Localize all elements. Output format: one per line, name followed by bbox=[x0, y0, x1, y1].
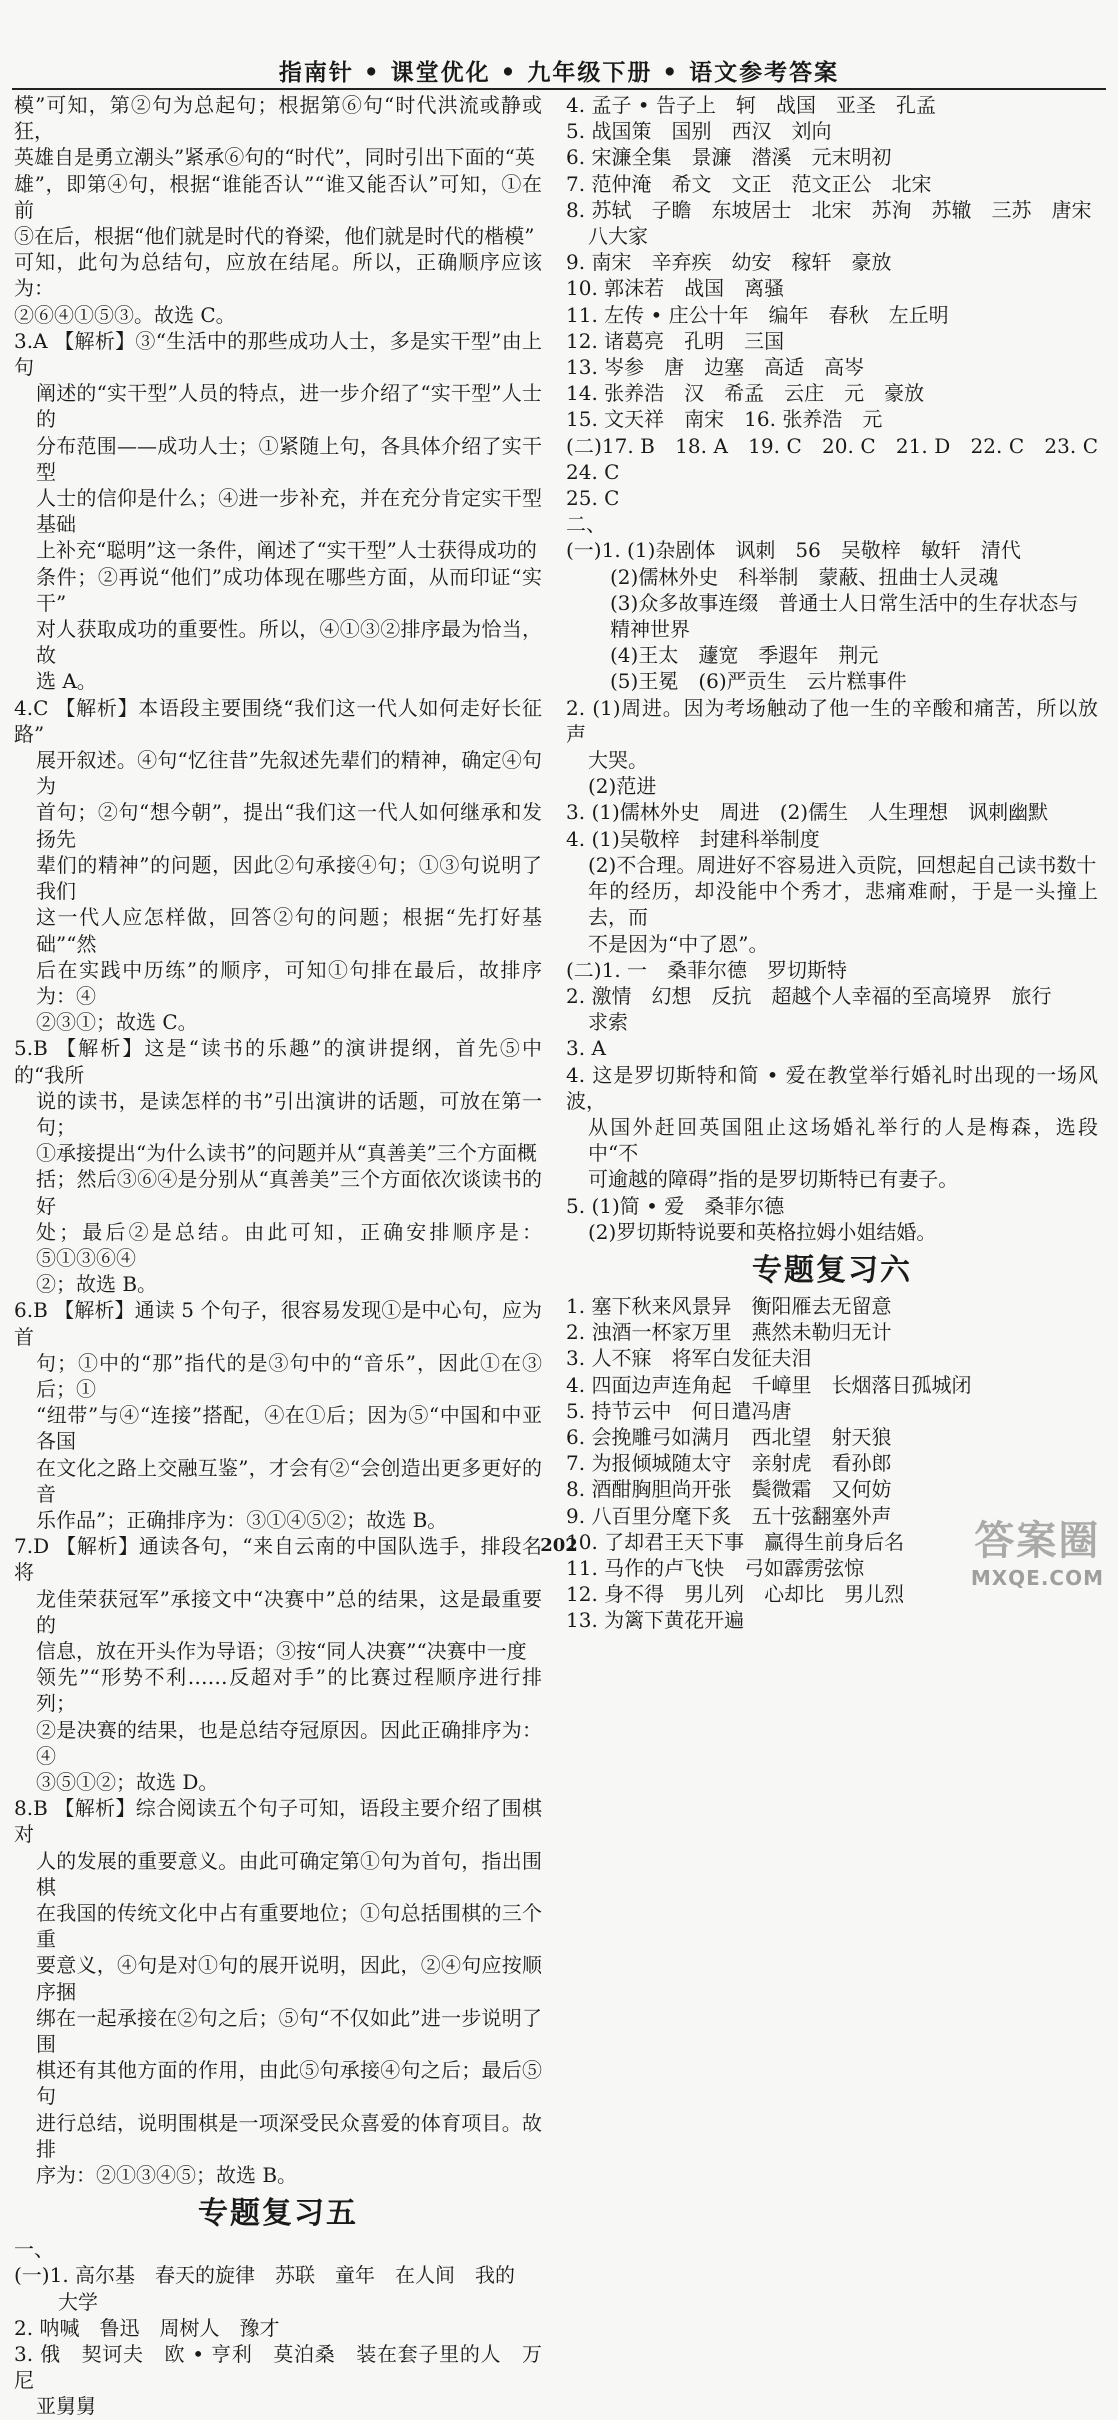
text-line: 后在实践中历练”的顺序，可知①句排在最后，故排序为：④ bbox=[36, 957, 542, 1008]
text-line: 6. 会挽雕弓如满月 西北望 射天狼 bbox=[566, 1424, 892, 1449]
watermark bbox=[971, 1509, 1104, 1590]
text-line: (二)1. 一 桑菲尔德 罗切斯特 bbox=[566, 957, 848, 982]
answer-8 bbox=[14, 1795, 542, 2188]
text-line: 处；最后②是总结。由此可知，正确安排顺序是：⑤①③⑥④ bbox=[36, 1219, 542, 1270]
text-line: 求索 bbox=[588, 1010, 628, 1035]
text-line: 要意义，④句是对①句的展开说明，因此，②④句应按顺序捆 bbox=[36, 1953, 542, 2004]
answer-6 bbox=[14, 1297, 542, 1533]
text-line: 3. 俄 契诃夫 欧 • 亨利 莫泊桑 装在套子里的人 万尼 bbox=[14, 2342, 542, 2393]
section-title: 专题复习五 bbox=[198, 2196, 358, 2232]
text-line: 分布范围——成功人士；①紧随上句，各具体介绍了实干型 bbox=[36, 433, 542, 484]
text-line: 7. 为报倾城随太守 亲射虎 看孙郎 bbox=[566, 1451, 892, 1476]
text-line: “纽带”与④“连接”搭配，④在①后；因为⑤“中国和中亚各国 bbox=[36, 1403, 542, 1454]
section-title: 专题复习六 bbox=[752, 1252, 912, 1288]
text-line: 选 A。 bbox=[36, 669, 97, 694]
watermark-logo: 答案圈 bbox=[974, 1518, 1101, 1564]
text-line: (2)罗切斯特说要和英格拉姆小姐结婚。 bbox=[588, 1219, 937, 1244]
text-line: 领先”“形势不利……反超对手”的比赛过程顺序进行排列； bbox=[36, 1665, 542, 1716]
text-line: (2)范进 bbox=[588, 774, 657, 799]
text-line: 2. (1)周进。因为考场触动了他一生的辛酸和痛苦，所以放声 bbox=[566, 695, 1098, 746]
left-column bbox=[14, 92, 542, 2420]
text-line: 可知，此句为总结句，应放在结尾。所以，正确顺序应该为： bbox=[14, 250, 542, 301]
text-line: 英雄自是勇立潮头”紧承⑥句的“时代”，同时引出下面的“英 bbox=[14, 145, 535, 170]
text-line: 10. 了却君王天下事 赢得生前身后名 bbox=[566, 1529, 905, 1554]
text-line: 3. A bbox=[566, 1036, 606, 1061]
watermark-url: MXQE.COM bbox=[970, 1566, 1104, 1590]
right-column bbox=[566, 92, 1118, 1634]
text-line: (一)1. 高尔基 春天的旋律 苏联 童年 在人间 我的 bbox=[14, 2263, 516, 2288]
text-line: 二、 bbox=[566, 512, 606, 537]
text-line: ③⑤①②；故选 D。 bbox=[36, 1770, 219, 1794]
text-line: 上补充“聪明”这一条件，阐述了“实干型”人士获得成功的 bbox=[36, 538, 537, 563]
text-line: 说的读书，是读怎样的书”引出演讲的话题，可放在第一句； bbox=[36, 1088, 542, 1139]
text-line: 雄”，即第④句，根据“谁能否认”“谁又能否认”可知，①在前 bbox=[14, 171, 542, 222]
text-line: 4. 四面边声连角起 千嶂里 长烟落日孤城闭 bbox=[566, 1372, 972, 1397]
header-rule bbox=[12, 88, 1106, 90]
text-line: 9. 南宋 辛弃疾 幼安 稼轩 豪放 bbox=[566, 250, 892, 275]
text-line: 在文化之路上交融互鉴”，才会有②“会创造出更多更好的音 bbox=[36, 1455, 542, 1506]
text-line: ②；故选 B。 bbox=[36, 1272, 158, 1297]
text-line: (2)儒林外史 科举制 蒙蔽、扭曲士人灵魂 bbox=[610, 564, 999, 589]
text-line: 绑在一起承接在②句之后；⑤句“不仅如此”进一步说明了围 bbox=[36, 2005, 542, 2057]
text-line: 11. 马作的卢飞快 弓如霹雳弦惊 bbox=[566, 1555, 865, 1580]
text-line: 对人获取成功的重要性。所以，④①③②排序最为恰当，故 bbox=[36, 617, 542, 668]
text-line: 5.B 【解析】这是“读书的乐趣”的演讲提纲，首先⑤中的“我所 bbox=[14, 1036, 542, 1087]
text-line: 4. (1)吴敬梓 封建科举制度 bbox=[566, 826, 820, 851]
text-line: 句；①中的“那”指代的是③句中的“音乐”，因此①在③后；① bbox=[36, 1350, 542, 1401]
page-number: 202 bbox=[540, 1535, 578, 1556]
text-line: 八大家 bbox=[588, 224, 648, 249]
text-line: 条件；②再说“他们”成功体现在哪些方面，从而印证“实干” bbox=[36, 564, 542, 615]
text-line: 6. 宋濂全集 景濂 潜溪 元末明初 bbox=[566, 145, 892, 170]
text-line: 辈们的精神”的问题，因此②句承接④句；①③句说明了我们 bbox=[36, 852, 542, 904]
text-line: 人士的信仰是什么；④进一步补充，并在充分肯定实干型基础 bbox=[36, 486, 542, 537]
text-line: (2)不合理。周进好不容易进入贡院，回想起自己读书数十 bbox=[588, 852, 1097, 877]
text-line: 在我国的传统文化中占有重要地位；①句总括围棋的三个重 bbox=[36, 1901, 542, 1952]
text-line: 年的经历，却没能中个秀才，悲痛难耐，于是一头撞上去，而 bbox=[588, 879, 1098, 930]
text-line: 4. 孟子 • 告子上 轲 战国 亚圣 孔孟 bbox=[566, 93, 936, 117]
answer-number: 4. bbox=[14, 695, 34, 720]
text-line: 进行总结，说明围棋是一项深受民众喜爱的体育项目。故排 bbox=[36, 2110, 542, 2161]
left-intro bbox=[14, 92, 542, 328]
text-line: 8. 酒酣胸胆尚开张 鬓微霜 又何妨 bbox=[566, 1477, 892, 1502]
answer-number: 3. bbox=[14, 328, 34, 353]
text-line: 4. 这是罗切斯特和简 • 爱在教堂举行婚礼时出现的一场风波， bbox=[566, 1062, 1098, 1113]
text-line: 5. 持节云中 何日遣冯唐 bbox=[566, 1398, 792, 1423]
answer-7 bbox=[14, 1533, 542, 1795]
text-line: (二)17. B 18. A 19. C 20. C 21. D 22. C 23. C 24. C bbox=[566, 433, 1118, 484]
text-line: 大学 bbox=[58, 2289, 98, 2314]
text-line: 7. 范仲淹 希文 文正 范文正公 北宋 bbox=[566, 171, 932, 196]
answer-number: 7. bbox=[14, 1534, 34, 1559]
text-line: 括；然后③⑥④是分别从“真善美”三个方面依次谈读书的好 bbox=[36, 1167, 542, 1218]
text-line: 8.B 【解析】综合阅读五个句子可知，语段主要介绍了围棋对 bbox=[14, 1796, 542, 1847]
text-line: 12. 身不得 男儿列 心却比 男儿烈 bbox=[566, 1582, 905, 1607]
text-line: 不是因为“中了恩”。 bbox=[588, 931, 769, 956]
text-line: 12. 诸葛亮 孔明 三国 bbox=[566, 328, 785, 353]
text-line: ①承接提出“为什么读书”的问题并从“真善美”三个方面概 bbox=[36, 1141, 537, 1166]
text-line: ②是决赛的结果，也是总结夺冠原因。因此正确排序为：④ bbox=[36, 1717, 542, 1768]
text-line: 7.D 【解析】通读各句，“来自云南的中国队选手，排段名将 bbox=[14, 1534, 542, 1585]
text-line: 精神世界 bbox=[610, 617, 690, 642]
text-line: 8. 苏轼 子瞻 东坡居士 北宋 苏洵 苏辙 三苏 唐宋 bbox=[566, 197, 1092, 222]
text-line: 展开叙述。④句“忆往昔”先叙述先辈们的精神，确定④句为 bbox=[36, 748, 542, 799]
text-line: 乐作品”；正确排序为：③①④⑤②；故选 B。 bbox=[36, 1507, 448, 1532]
text-line: 3.A 【解析】③“生活中的那些成功人士，多是实干型”由上句 bbox=[14, 328, 542, 380]
page-header: 指南针 • 课堂优化 • 九年级下册 • 语文参考答案 bbox=[278, 59, 840, 86]
text-line: 亚舅舅 bbox=[36, 2394, 96, 2419]
text-line: 13. 岑参 唐 边塞 高适 高岑 bbox=[566, 355, 865, 380]
text-line: 25. C bbox=[566, 486, 620, 511]
text-line: 首句；②句“想今朝”，提出“我们这一代人如何继承和发扬先 bbox=[36, 800, 542, 851]
text-line: 5. (1)简 • 爱 桑菲尔德 bbox=[566, 1193, 785, 1218]
text-line: 信息，放在开头作为导语；③按“同人决赛”“决赛中一度 bbox=[36, 1638, 527, 1663]
text-line: 4.C 【解析】本语段主要围绕“我们这一代人如何走好长征路” bbox=[14, 695, 542, 746]
text-line: 15. 文天祥 南宋 16. 张养浩 元 bbox=[566, 407, 883, 432]
text-line: 模”可知，第②句为总起句；根据第⑥句“时代洪流或静或狂， bbox=[14, 93, 542, 144]
text-line: 可逾越的障碍”指的是罗切斯特已有妻子。 bbox=[588, 1167, 959, 1192]
text-line: 大哭。 bbox=[588, 748, 648, 773]
text-line: 13. 为篱下黄花开遍 bbox=[566, 1608, 745, 1633]
text-line: 3. 人不寐 将军白发征夫泪 bbox=[566, 1346, 812, 1371]
text-line: (一)1. (1)杂剧体 讽刺 56 吴敬梓 敏轩 清代 bbox=[566, 538, 1021, 563]
answer-number: 6. bbox=[14, 1298, 34, 1323]
text-line: 2. 呐喊 鲁迅 周树人 豫才 bbox=[14, 2315, 280, 2340]
text-line: 序为：②①③④⑤；故选 B。 bbox=[36, 2163, 298, 2188]
answer-5 bbox=[14, 1035, 542, 1297]
text-line: 从国外赶回英国阻止这场婚礼举行的人是梅森，选段中“不 bbox=[588, 1114, 1098, 1166]
text-line: ②⑥④①⑤③。故选 C。 bbox=[14, 302, 236, 327]
text-line: 9. 八百里分麾下炙 五十弦翻塞外声 bbox=[566, 1503, 892, 1528]
text-line: ②③①；故选 C。 bbox=[36, 1010, 198, 1035]
answer-number: 8. bbox=[14, 1796, 34, 1821]
text-line: 10. 郭沫若 战国 离骚 bbox=[566, 276, 785, 301]
text-line: 5. 战国策 国别 西汉 刘向 bbox=[566, 119, 832, 144]
text-line: 14. 张养浩 汉 希孟 云庄 元 豪放 bbox=[566, 381, 925, 406]
text-line: 1. 塞下秋来风景异 衡阳雁去无留意 bbox=[566, 1293, 892, 1318]
text-line: 6.B 【解析】通读 5 个句子，很容易发现①是中心句，应为首 bbox=[14, 1298, 542, 1349]
section-part-label: 一、 bbox=[14, 2237, 54, 2262]
answer-4 bbox=[14, 695, 542, 1036]
text-line: 2. 激情 幻想 反抗 超越个人幸福的至高境界 旅行 bbox=[566, 983, 1052, 1008]
text-line: 11. 左传 • 庄公十年 编年 春秋 左丘明 bbox=[566, 302, 949, 327]
text-line: 3. (1)儒林外史 周进 (2)儒生 人生理想 讽刺幽默 bbox=[566, 800, 1049, 825]
text-line: 龙佳荣获冠军”承接文中“决赛中”总的结果，这是最重要的 bbox=[36, 1586, 542, 1637]
text-line: 阐述的“实干型”人员的特点，进一步介绍了“实干型”人士的 bbox=[36, 381, 542, 432]
text-line: (4)王太 蘧宽 季遐年 荆元 bbox=[610, 643, 879, 668]
text-line: 棋还有其他方面的作用，由此⑤句承接④句之后；最后⑤句 bbox=[36, 2058, 542, 2109]
text-line: 2. 浊酒一杯家万里 燕然未勒归无计 bbox=[566, 1320, 892, 1345]
text-line: 这一代人应怎样做，回答②句的问题；根据“先打好基础”“然 bbox=[36, 905, 542, 956]
text-line: 人的发展的重要意义。由此可确定第①句为首句，指出围棋 bbox=[36, 1848, 542, 1899]
text-line: ⑤在后，根据“他们就是时代的脊梁，他们就是时代的楷模” bbox=[14, 224, 535, 249]
text-line: (5)王冕 (6)严贡生 云片糕事件 bbox=[610, 669, 907, 694]
answer-number: 5. bbox=[14, 1036, 34, 1061]
answer-3 bbox=[14, 328, 542, 695]
text-line: (3)众多故事连缀 普通士人日常生活中的生存状态与 bbox=[610, 590, 1079, 615]
